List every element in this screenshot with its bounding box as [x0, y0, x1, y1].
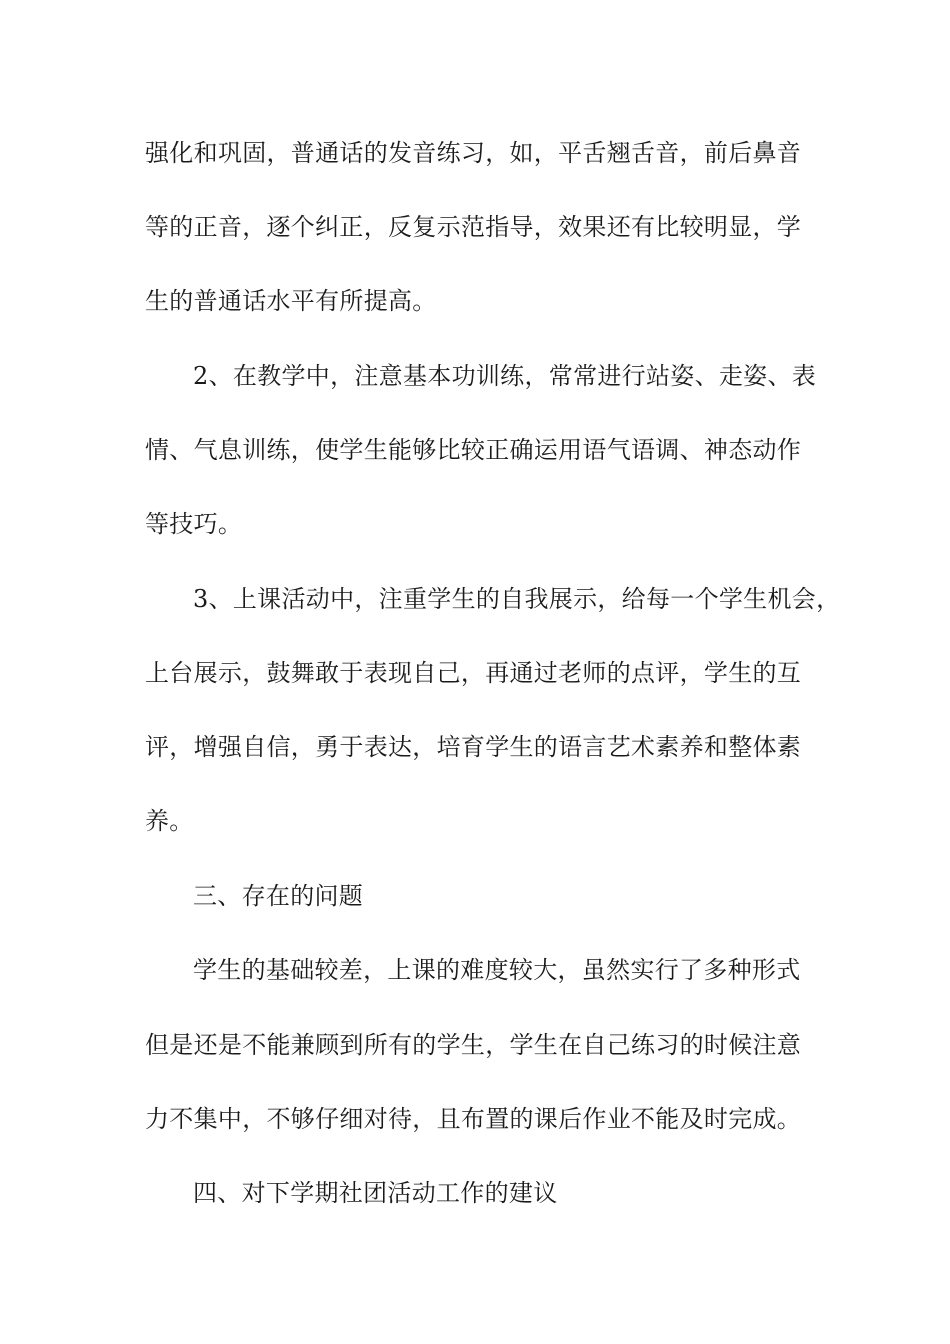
section-heading: 三、存在的问题 — [193, 882, 364, 910]
paragraph-line: 养。 — [145, 807, 194, 835]
paragraph-line: 强化和巩固，普通话的发音练习，如，平舌翘舌音，前后鼻音 — [145, 139, 802, 167]
paragraph-line: 上台展示，鼓舞敢于表现自己，再通过老师的点评，学生的互 — [145, 659, 802, 687]
paragraph-line: 2、在教学中，注意基本功训练，常常进行站姿、走姿、表 — [193, 362, 817, 390]
paragraph-line: 等技巧。 — [145, 510, 243, 538]
paragraph-line: 3、上课活动中，注重学生的自我展示，给每一个学生机会， — [193, 585, 841, 613]
paragraph-line: 等的正音，逐个纠正，反复示范指导，效果还有比较明显，学 — [145, 213, 802, 241]
paragraph-line: 但是还是不能兼顾到所有的学生，学生在自己练习的时候注意 — [145, 1031, 802, 1059]
section-heading: 四、对下学期社团活动工作的建议 — [193, 1179, 558, 1207]
paragraph-line: 评，增强自信，勇于表达，培育学生的语言艺术素养和整体素 — [145, 733, 802, 761]
paragraph-line: 学生的基础较差，上课的难度较大，虽然实行了多种形式 — [193, 956, 801, 984]
paragraph-line: 力不集中，不够仔细对待，且布置的课后作业不能及时完成。 — [145, 1105, 802, 1133]
paragraph-line: 情、气息训练，使学生能够比较正确运用语气语调、神态动作 — [145, 436, 802, 464]
paragraph-line: 生的普通话水平有所提高。 — [145, 287, 437, 315]
